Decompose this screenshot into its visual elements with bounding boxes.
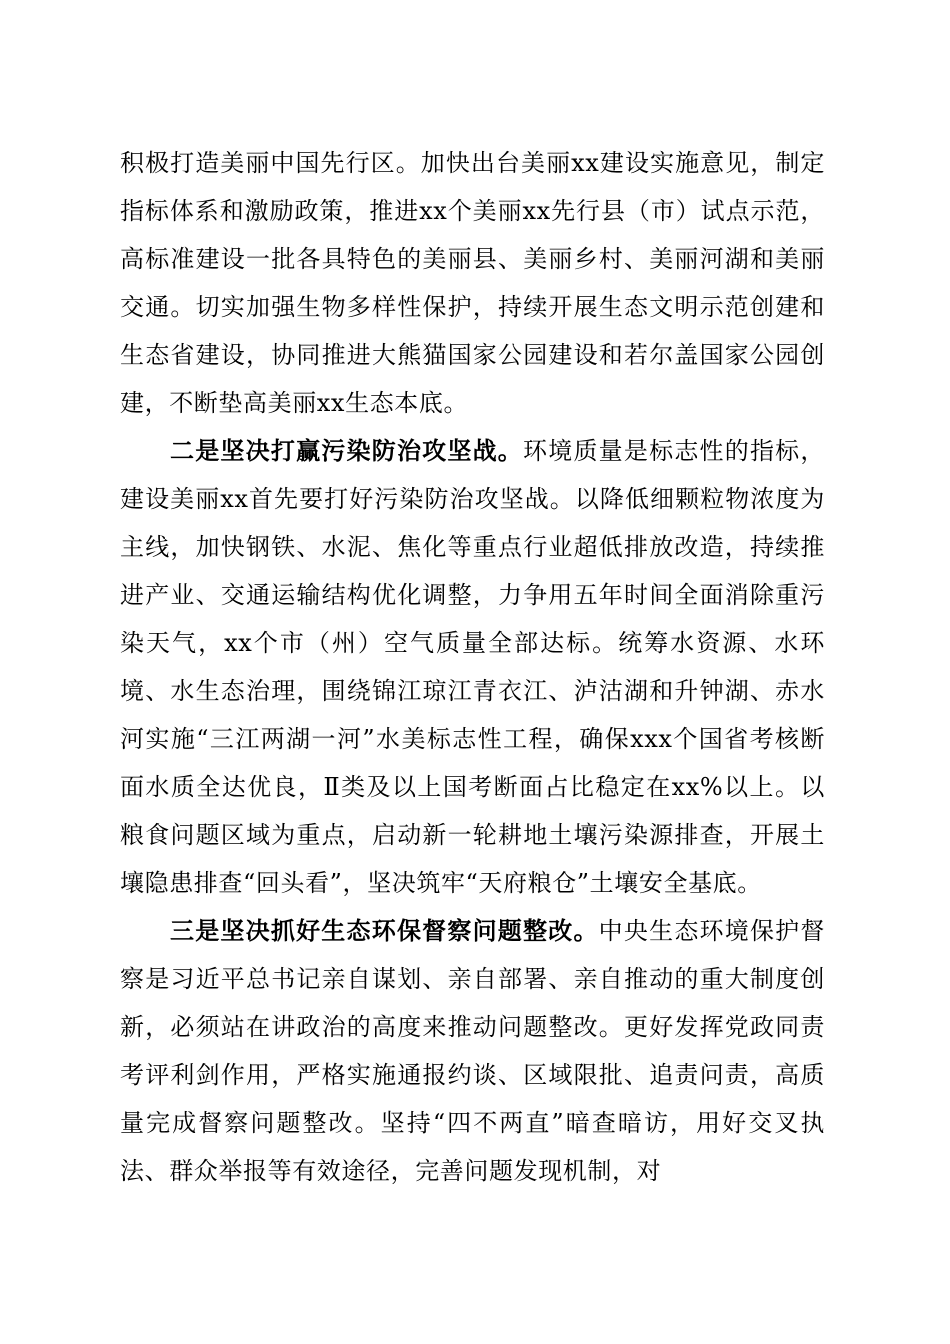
paragraph-1-text: 积极打造美丽中国先行区。加快出台美丽xx建设实施意见，制定指标体系和激励政策，推进xx个美丽xx先行县（市）试点示范，高标准建设一批各具特色的美丽县、美丽乡村、美丽河湖和美丽交通。切实加强生物多样性保护，持续开展生态文明示范创建和生态省建设，协同推进大熊猫国家公园建设和若尔盖国家公园创建，不断垫高美丽xx生态本底。 [120,149,825,417]
paragraph-inspection-rectification [120,907,825,1195]
paragraph-continued [120,139,825,427]
paragraph-3-text: 中央生态环境保护督察是习近平总书记亲自谋划、亲自部署、亲自推动的重大制度创新，必须站在讲政治的高度来推动问题整改。更好发挥党政同责考评利剑作用，严格实施通报约谈、区域限批、追责问责，高质量完成督察问题整改。坚持“四不两直”暗查暗访，用好交叉执法、群众举报等有效途径，完善问题发现机制，对 [120,917,825,1185]
document-body [120,139,825,1195]
paragraph-2-heading: 二是坚决打赢污染防治攻坚战。 [170,436,524,465]
paragraph-pollution-control [120,427,825,907]
paragraph-2-text: 环境质量是标志性的指标，建设美丽xx首先要打好污染防治攻坚战。以降低细颗粒物浓度为主线，加快钢铁、水泥、焦化等重点行业超低排放改造，持续推进产业、交通运输结构优化调整，力争用五年时间全面消除重污染天气，xx个市（州）空气质量全部达标。统筹水资源、水环境、水生态治理，围绕锦江琼江青衣江、泸沽湖和升钟湖、赤水河实施“三江两湖一河”水美标志性工程，确保xxx个国省考核断面水质全达优良，Ⅱ类及以上国考断面占比稳定在xx%以上。以粮食问题区域为重点，启动新一轮耕地土壤污染源排查，开展土壤隐患排查“回头看”，坚决筑牢“天府粮仓”土壤安全基底。 [120,437,826,897]
paragraph-3-heading: 三是坚决抓好生态环保督察问题整改。 [170,916,599,945]
